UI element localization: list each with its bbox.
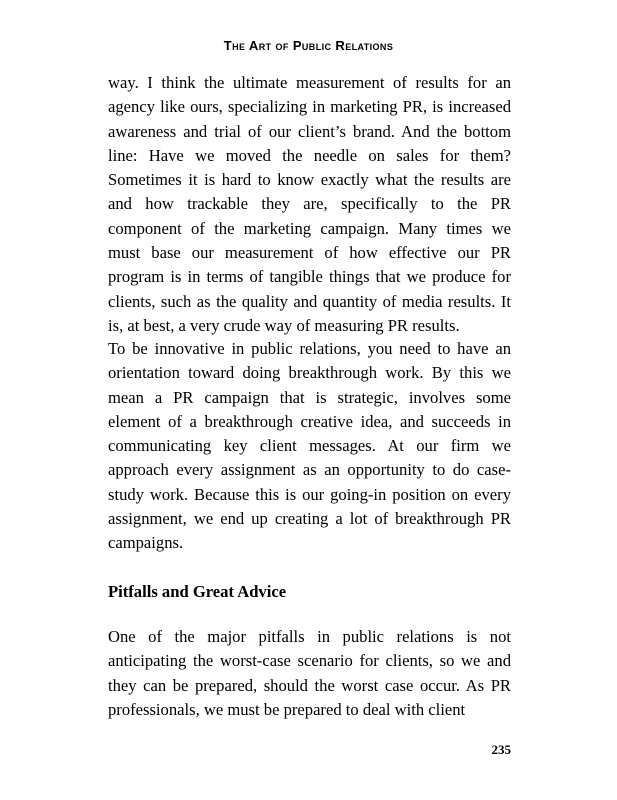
running-header: The Art of Public Relations [223,38,394,53]
body-paragraph-2: To be innovative in public relations, you need to have an orientation toward doing breakthrough work. By this we mean a PR campaign that is strategic, involves some element of a breakthrough creative idea, and succeeds in communicating key client messages. At our firm we approach every assignment as an opportunity to do case-study work. Because this is our going-in position on every assignment, we end up creating a lot of breakthrough PR campaigns. [108,339,511,553]
page-number: 235 [491,742,511,757]
body-paragraph-3: One of the major pitfalls in public relations is not anticipating the worst-case scenario for clients, so we and they can be prepared, should the worst case occur. As PR professionals, we must be prepared to deal with client [108,627,511,719]
section-heading: Pitfalls and Great Advice [108,582,287,601]
body-paragraph-1: way. I think the ultimate measurement of results for an agency like ours, specializing in marketing PR, is increased awareness and trial of our client’s brand. And the bottom line: Have we moved the needle on sales for them? Sometimes it is hard to know exactly what the results are and how trackable they are, specifically to the PR component of the marketing campaign. Many times we must base our measurement of how effective our PR program is in terms of tangible things that we produce for clients, such as the quality and quantity of media results. It is, at best, a very crude way of measuring PR results. [108,73,511,335]
